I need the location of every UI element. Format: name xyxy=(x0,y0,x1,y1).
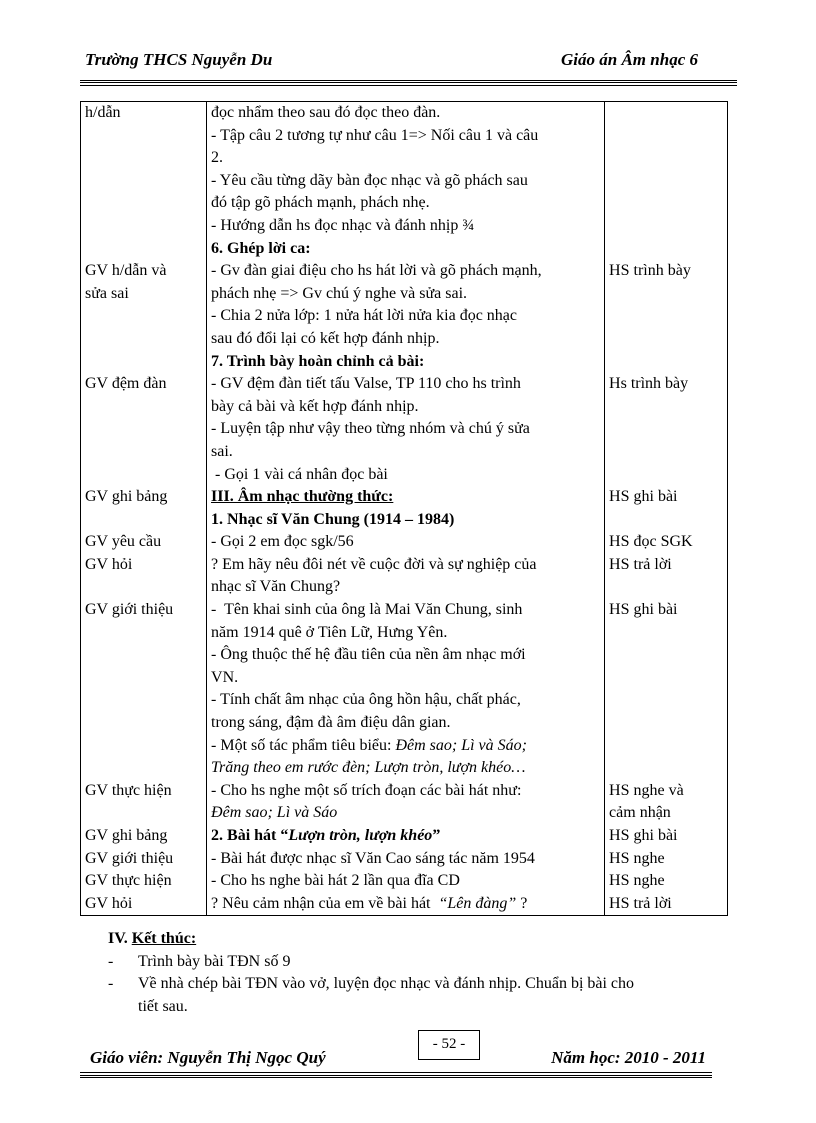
school-name: Trường THCS Nguyễn Du xyxy=(85,50,273,69)
table-row xyxy=(81,102,728,238)
section-heading: 6. Ghép lời ca: xyxy=(211,239,311,257)
section-heading: 7. Trình bày hoàn chỉnh cả bài: xyxy=(211,352,425,370)
works-list: Trăng theo em rước đèn; Lượn tròn, lượn khéo… xyxy=(211,759,526,777)
table-row: - Một số tác phẩm tiêu biểu: Đêm sao; Lì và Sáo; Trăng theo em rước đèn; Lượn tròn, lượn khéo… xyxy=(81,735,728,780)
works-list: Đêm sao; Lì và Sáo; xyxy=(395,736,527,754)
document-title: Giáo án Âm nhạc 6 xyxy=(561,50,698,69)
page-number: - 52 - xyxy=(418,1030,480,1060)
table-row xyxy=(81,509,728,532)
ending-heading: IV. Kết thúc: xyxy=(108,930,197,947)
section-heading: III. Âm nhạc thường thức: xyxy=(211,488,394,506)
lesson-table xyxy=(80,101,728,916)
page-header xyxy=(80,50,720,76)
table-row: GV ghi bảng GV giới thiệu GV thực hiện GV hỏi 2. Bài hát “Lượn tròn, lượn khéo” - Bài hát được nhạc sĩ Văn Cao sáng tác năm 1954 - Cho hs nghe bài hát 2 lần qua đĩa CD ? Nêu cảm nhận của em về bài hát “Lên đàng” ? HS ghi bài HS nghe HS nghe HS trả lời xyxy=(81,825,728,916)
teacher-name: Giáo viên: Nguyễn Thị Ngọc Quý xyxy=(90,1048,326,1067)
table-row: GV giới thiệu - Tên khai sinh của ông là Mai Văn Chung, sinh năm 1914 quê ở Tiên Lữ, Hưng Yên. - Ông thuộc thế hệ đầu tiên của nền âm nhạc mới VN. - Tính chất âm nhạc của ông hồn hậu, chất phác, trong sáng, đậm đà âm điệu dân gian. HS ghi bài xyxy=(81,599,728,735)
teacher-activity-cell: h/dẫn xyxy=(81,102,207,238)
table-row: GV thực hiện - Cho hs nghe một số trích đoạn các bài hát như: Đêm sao; Lì và Sáo HS nghe và cảm nhận xyxy=(81,780,728,825)
table-row xyxy=(81,238,728,261)
footer-rule xyxy=(80,1072,712,1078)
ending-section xyxy=(108,928,728,1018)
school-year: Năm học: 2010 - 2011 xyxy=(551,1048,706,1067)
section-heading: 1. Nhạc sĩ Văn Chung (1914 – 1984) xyxy=(211,510,455,528)
header-rule xyxy=(80,80,737,86)
table-row xyxy=(81,351,728,374)
table-row: GV đệm đàn - GV đệm đàn tiết tấu Valse, TP 110 cho hs trình bày cả bài và kết hợp đánh nhịp. - Luyện tập như vậy theo từng nhóm và chú ý sửa sai. - Gọi 1 vài cá nhân đọc bài Hs trình bày xyxy=(81,373,728,486)
table-row: GV ghi bảng III. Âm nhạc thường thức: HS ghi bài xyxy=(81,486,728,509)
works-list: Đêm sao; Lì và Sáo xyxy=(211,804,338,822)
student-activity-cell xyxy=(605,102,728,238)
table-row: GV yêu cầu GV hỏi - Gọi 2 em đọc sgk/56 ? Em hãy nêu đôi nét về cuộc đời và sự nghiệp của nhạc sĩ Văn Chung? HS đọc SGK HS trả lời xyxy=(81,531,728,599)
list-item: - Về nhà chép bài TĐN vào vở, luyện đọc nhạc và đánh nhịp. Chuẩn bị bài cho tiết sau. xyxy=(108,975,635,1015)
section-heading: 2. Bài hát “Lượn tròn, lượn khéo” xyxy=(211,827,441,844)
page-footer xyxy=(80,1048,720,1072)
list-item: - Trình bày bài TĐN số 9 xyxy=(108,952,291,970)
table-row: GV h/dẫn và sửa sai - Gv đàn giai điệu cho hs hát lời và gõ phách mạnh, phách nhẹ => Gv chú ý nghe và sửa sai. - Chia 2 nửa lớp: 1 nửa hát lời nửa kia đọc nhạc sau đó đổi lại có kết hợp đánh nhịp. HS trình bày xyxy=(81,260,728,350)
content-cell: đọc nhẩm theo sau đó đọc theo đàn. - Tập câu 2 tương tự như câu 1=> Nối câu 1 và câu 2. - Yêu cầu từng dãy bàn đọc nhạc và gõ phách sau đó tập gõ phách mạnh, phách nhẹ. - Hướng dẫn hs đọc nhạc và đánh nhịp ¾ xyxy=(207,102,605,238)
